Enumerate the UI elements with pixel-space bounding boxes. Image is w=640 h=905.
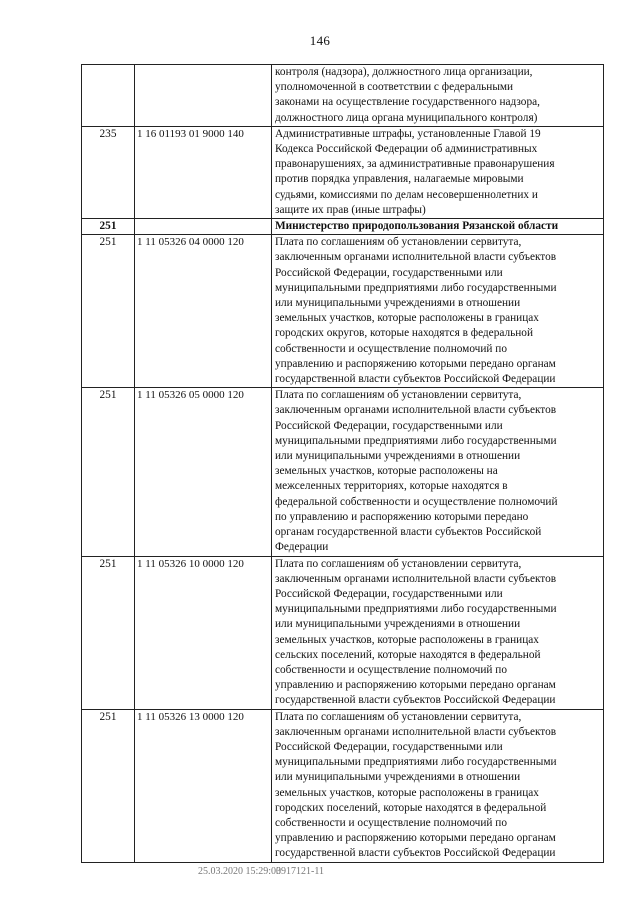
table-row: [82, 709, 604, 862]
description-cell: [272, 65, 604, 127]
admin-code-cell: 251: [82, 235, 135, 388]
page-number: 146: [309, 33, 331, 48]
admin-code-cell: 251: [82, 219, 135, 235]
budget-code-cell: 1 16 01193 01 9000 140: [135, 126, 272, 218]
description-text: Административные штрафы, установленные Главой 19 Кодекса Российской Федерации об административных правонарушениях, за административные правонарушения против порядка управления, налагаемые мировыми судьями, комиссиями по делам несовершеннолетних и защите их прав (иные штрафы): [275, 127, 555, 216]
description-cell: [272, 126, 604, 218]
description-cell: [272, 235, 604, 388]
administrator-name: Министерство природопользования Рязанской области: [275, 220, 559, 233]
admin-code-cell: 251: [82, 556, 135, 709]
description-text: Плата по соглашениям об установлении сервитута, заключенным органами исполнительной власти субъектов Российской Федерации, государственными или муниципальными предприятиями либо государственными или муниципальными учреждениями в отношении земельных участков, которые расположены в границах городских поселений, которые находятся в федеральной собственности и осуществление полномочий по управлению и распоряжению которыми передано органам государственной власти субъектов Российской Федерации: [275, 710, 557, 860]
description-cell: [272, 709, 604, 862]
administrator-header-row: [82, 219, 604, 235]
description-text: Плата по соглашениям об установлении сервитута, заключенным органами исполнительной власти субъектов Российской Федерации, государственными или муниципальными предприятиями либо государственными или муниципальными учреждениями в отношении земельных участков, которые расположены в границах городских округов, которые находятся в федеральной собственности и осуществление полномочий по управлению и распоряжению которыми передано органам государственной власти субъектов Российской Федерации: [275, 236, 557, 386]
budget-code-cell: 1 11 05326 05 0000 120: [135, 388, 272, 556]
administrator-name-cell: [272, 219, 604, 235]
footer-timestamp: 25.03.2020 15:29:00: [198, 866, 282, 877]
budget-code-cell: 1 11 05326 13 0000 120: [135, 709, 272, 862]
admin-code-cell: 235: [82, 126, 135, 218]
table-body: [82, 65, 604, 863]
table-row: [82, 126, 604, 218]
budget-code-cell: [135, 219, 272, 235]
admin-code-cell: 251: [82, 709, 135, 862]
budget-code-cell: [135, 65, 272, 127]
description-text: Плата по соглашениям об установлении сервитута, заключенным органами исполнительной власти субъектов Российской Федерации, государственными или муниципальными предприятиями либо государственными или муниципальными учреждениями в отношении земельных участков, которые расположены в границах сельских поселений, которые находятся в федеральной собственности и осуществление полномочий по управлению и распоряжению которыми передано органам государственной власти субъектов Российской Федерации: [275, 557, 557, 707]
description-text: Плата по соглашениям об установлении сервитута, заключенным органами исполнительной власти субъектов Российской Федерации, государственными или муниципальными предприятиями либо государственными или муниципальными учреждениями в отношении земельных участков, которые расположены на межселенных территориях, которые находятся в федеральной собственности и осуществление полномочий по управлению и распоряжению которыми передано органам государственной власти субъектов Российской Федерации: [275, 389, 558, 554]
footer-document-id: 3917121-11: [276, 866, 324, 877]
table-row: [82, 388, 604, 556]
description-text: контроля (надзора), должностного лица организации, уполномоченной в соответствии с федеральными законами на осуществление государственного надзора, должностного лица органа муниципального контроля): [275, 66, 540, 124]
description-cell: [272, 388, 604, 556]
table-row: [82, 235, 604, 388]
table-row: [82, 65, 604, 127]
description-cell: [272, 556, 604, 709]
admin-code-cell: [82, 65, 135, 127]
revenue-codes-table: [81, 64, 604, 863]
budget-code-cell: 1 11 05326 04 0000 120: [135, 235, 272, 388]
admin-code-cell: 251: [82, 388, 135, 556]
budget-code-cell: 1 11 05326 10 0000 120: [135, 556, 272, 709]
table-row: [82, 556, 604, 709]
